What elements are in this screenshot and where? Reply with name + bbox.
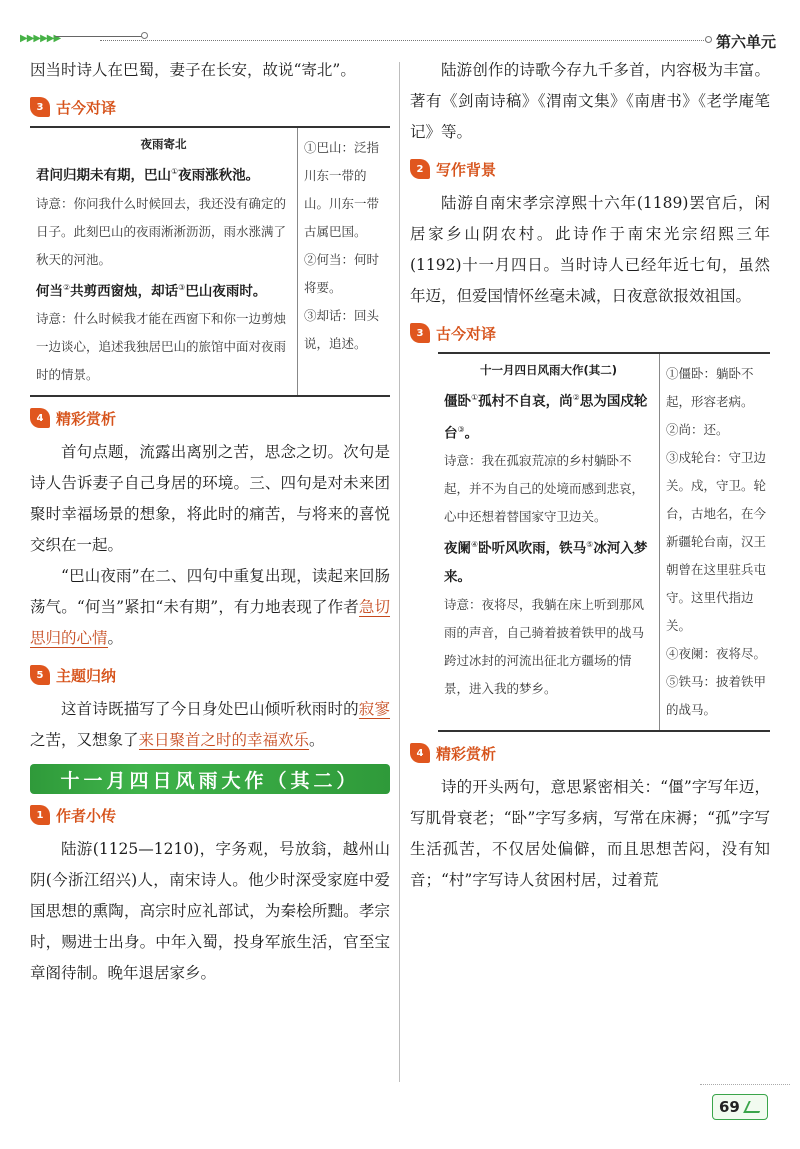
- section-title: 精彩赏析: [436, 744, 497, 763]
- poem-line: 何当②共剪西窗烛，却话③巴山夜雨时。: [36, 282, 267, 299]
- header-dot-right: [705, 36, 712, 43]
- poem-translation-box: [438, 352, 770, 732]
- unit-title: 第六单元: [716, 33, 777, 51]
- footer-rule: [700, 1084, 790, 1085]
- appreciation-paragraph: “巴山夜雨”在二、四句中重复出现，读起来回肠荡气。“何当”紧扣“未有期”，有力地表现了作者急切思归的心情。: [30, 567, 390, 647]
- maple-leaf-icon: 4: [410, 743, 430, 763]
- note-item: ②何当：何时将要。: [304, 252, 380, 295]
- note-item: ③却话：回头说，追述。: [304, 308, 380, 351]
- left-column: [30, 55, 390, 989]
- page-number: 69: [719, 1098, 740, 1116]
- poem-text: [30, 128, 298, 395]
- highlight-answer: 急切思归的心情: [30, 598, 390, 647]
- note-item: ①僵卧：躺卧不起，形容老病。: [666, 366, 754, 409]
- note-item: ④夜阑：夜将尽。: [666, 646, 767, 661]
- note-item: ①巴山：泛指川东一带的山。川东一带古属巴国。: [304, 140, 380, 239]
- section-title: 精彩赏析: [56, 409, 117, 428]
- appreciation-paragraph: 诗的开头两句，意思紧密相关：“僵”字写年迈，写肌骨衰老；“卧”字写多病，写常在床褥；“孤”字写生活孤苦，不仅居处偏僻，而且思想苦闷，没有知音；“村”字写诗人贫困村居，过着荒: [410, 778, 770, 889]
- section-translation-heading: [30, 94, 390, 120]
- maple-leaf-icon: 3: [410, 323, 430, 343]
- poem-notes: [298, 128, 390, 395]
- maple-leaf-icon: 3: [30, 97, 50, 117]
- right-column: [410, 55, 770, 896]
- section-author-heading: [30, 802, 390, 828]
- page-number-badge: [712, 1094, 768, 1120]
- poem-title: 十一月四日风雨大作(其二): [479, 363, 617, 377]
- poem-translation-box: [30, 126, 390, 397]
- note-item: ⑤铁马：披着铁甲的战马。: [666, 674, 767, 717]
- poem-translation: 诗意：什么时候我才能在西窗下和你一边剪烛一边谈心，追述我独居巴山的旅馆中面对夜雨时的情景。: [36, 311, 287, 382]
- header-rule-left: [55, 36, 143, 37]
- appreciation-paragraph: 首句点题，流露出离别之苦，思念之切。次句是诗人告诉妻子自己身居的环境。三、四句是对未来团聚时幸福场景的想象，将此时的痛苦，与将来的喜悦交织在一起。: [30, 443, 390, 554]
- highlight-answer: 寂寥: [358, 700, 390, 718]
- pen-icon: [743, 1101, 765, 1113]
- poem-line: 君问归期未有期，巴山①夜雨涨秋池。: [36, 167, 260, 184]
- poem-translation: 诗意：我在孤寂荒凉的乡村躺卧不起，并不为自己的处境而感到悲哀，心中还想着替国家守卫边关。: [444, 453, 645, 524]
- poem-line: 僵卧①孤村不自哀，尚②思为国戍轮台③。: [444, 393, 648, 441]
- maple-leaf-icon: 4: [30, 408, 50, 428]
- section-title: 主题归纳: [56, 666, 117, 685]
- poem-text: [438, 354, 660, 730]
- theme-paragraph: 这首诗既描写了今日身处巴山倾听秋雨时的寂寥之苦，又想象了来日聚首之时的幸福欢乐。: [30, 700, 390, 749]
- maple-leaf-icon: 2: [410, 159, 430, 179]
- section-title: 作者小传: [56, 806, 117, 825]
- poem-line: 夜阑④卧听风吹雨，铁马⑤冰河入梦来。: [444, 540, 648, 585]
- poem-translation: 诗意：你问我什么时候回去，我还没有确定的日子。此刻巴山的夜雨淅淅沥沥，雨水涨满了秋天的河池。: [36, 195, 287, 267]
- author-paragraph: 陆游(1125—1210)，字务观，号放翁，越州山阴(今浙江绍兴)人，南宋诗人。他少时深受家庭中爱国思想的熏陶，高宗时应礼部试，为秦桧所黜。孝宗时，赐进士出身。中年入蜀，投身军旅生活，官至宝章阁待制。晚年退居家乡。: [30, 840, 390, 982]
- maple-leaf-icon: 5: [30, 665, 50, 685]
- column-divider: [399, 62, 400, 1082]
- note-item: ②尚：还。: [666, 422, 729, 437]
- poem-translation: 诗意：夜将尽，我躺在床上听到那风雨的声音，自己骑着披着铁甲的战马跨过冰封的河流出征北方疆场的情景，进入我的梦乡。: [444, 596, 645, 696]
- section-title: 写作背景: [436, 160, 497, 179]
- note-item: ③戍轮台：守卫边关。戍，守卫。轮台，古地名，在今新疆轮台南，汉王朝曾在这里驻兵屯守。这里代指边关。: [666, 450, 767, 633]
- background-paragraph: 陆游自南宋孝宗淳熙十六年(1189)罢官后，闲居家乡山阴农村。此诗作于南宋光宗绍熙三年(1192)十一月四日。当时诗人已经年近七旬，虽然年迈，但爱国情怀丝毫未减，日夜意欲报效祖国。: [410, 194, 770, 305]
- poem-notes: [660, 354, 770, 730]
- highlight-answer: 来日聚首之时的幸福欢乐: [138, 731, 310, 749]
- section-appreciation-heading: [30, 405, 390, 431]
- section-appreciation-heading: [410, 740, 770, 766]
- intro-paragraph: 因当时诗人在巴蜀，妻子在长安，故说“寄北”。: [30, 61, 356, 79]
- banner-title: 十一月四日风雨大作（其二）: [60, 769, 360, 792]
- section-background-heading: [410, 156, 770, 182]
- section-translation-heading: [410, 320, 770, 346]
- works-paragraph: 陆游创作的诗歌今存九千多首，内容极为丰富。著有《剑南诗稿》《渭南文集》《南唐书》《老学庵笔记》等。: [410, 61, 770, 141]
- header-rule: [100, 40, 710, 41]
- header-dot-left: [141, 32, 148, 39]
- section-theme-heading: [30, 662, 390, 688]
- maple-leaf-icon: 1: [30, 805, 50, 825]
- section-title: 古今对译: [56, 98, 117, 117]
- poem-title-banner: [30, 764, 390, 794]
- section-title: 古今对译: [436, 324, 497, 343]
- header-arrows-decoration: ▶▶▶▶▶▶: [20, 33, 61, 44]
- poem-title: 夜雨寄北: [140, 137, 187, 151]
